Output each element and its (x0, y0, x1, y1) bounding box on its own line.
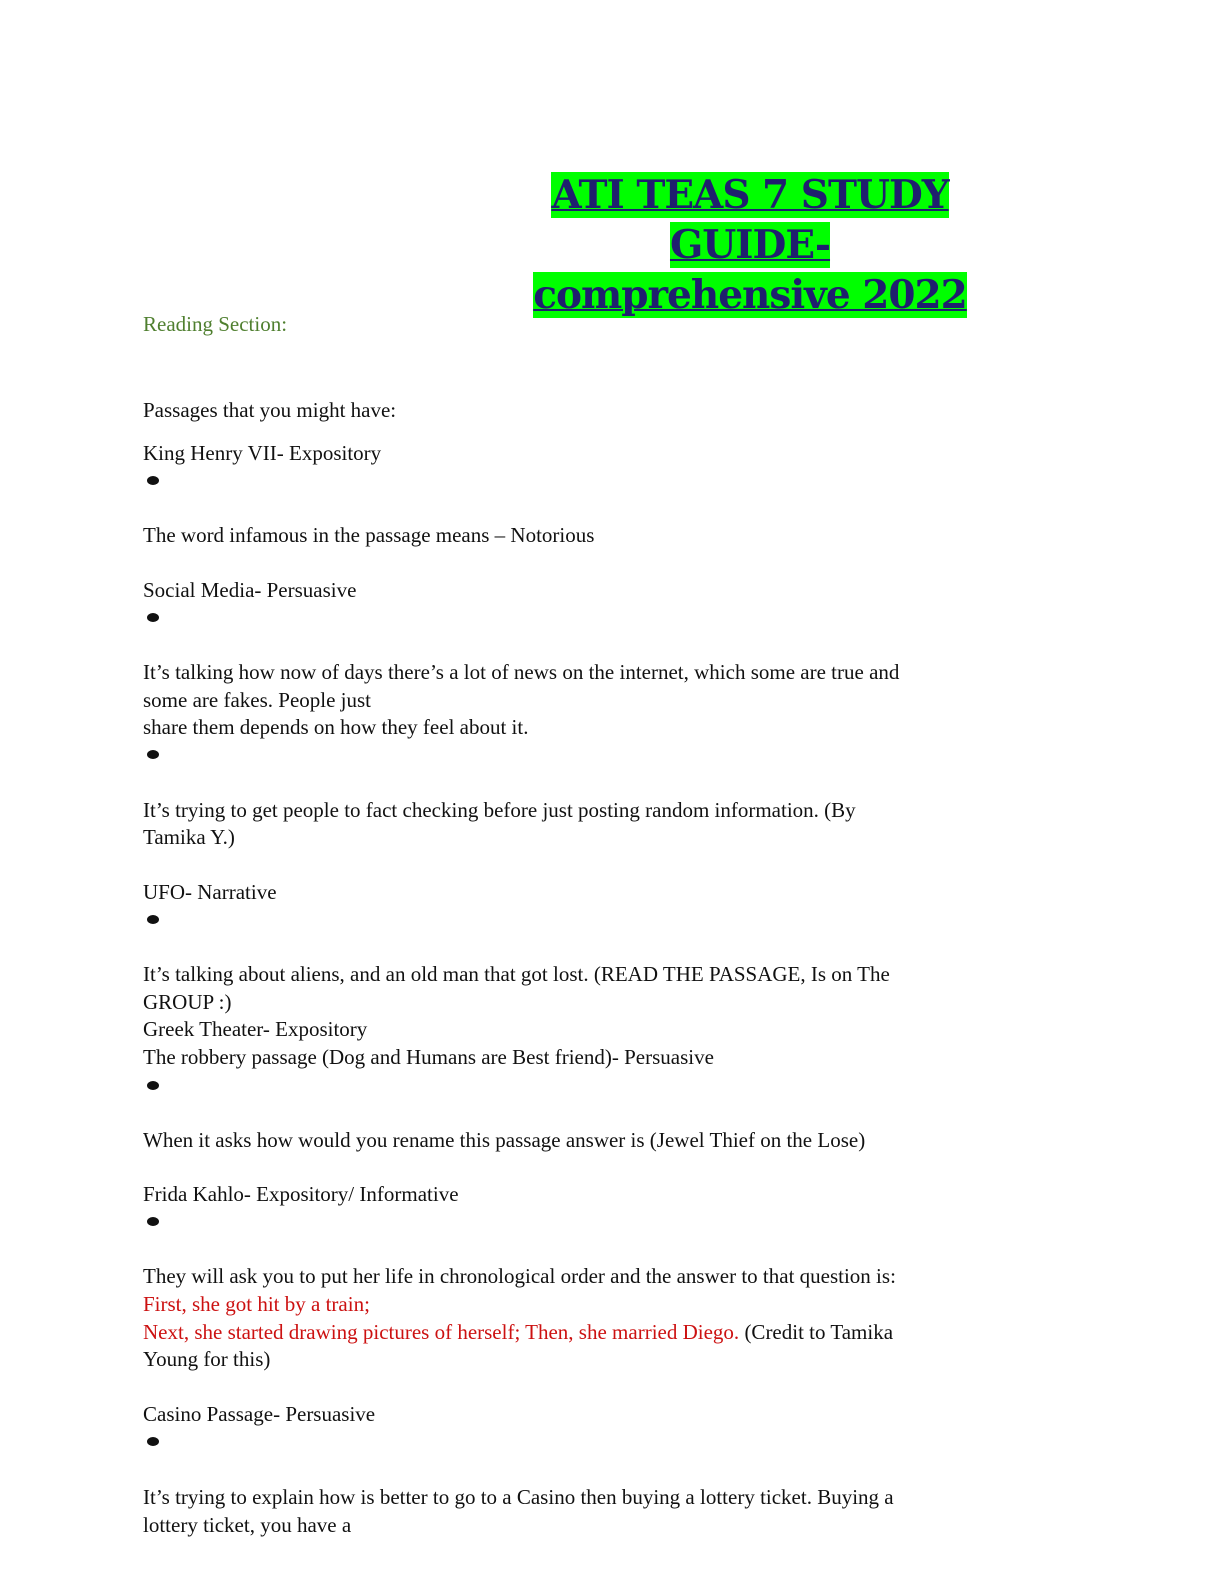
text-line: When it asks how would you rename this passage answer is (Jewel Thief on the Lose) (143, 1128, 866, 1152)
text-line (143, 1318, 893, 1346)
passage-heading: UFO- Narrative (143, 880, 277, 904)
bullet-icon (147, 750, 159, 759)
bullet-icon (147, 1437, 159, 1446)
bullet-icon (147, 915, 159, 924)
passage-heading: Social Media- Persuasive (143, 578, 357, 602)
text-line: It’s trying to get people to fact checking before just posting random information. (By (143, 798, 856, 822)
text-line: It’s talking how now of days there’s a lot of news on the internet, which some are true and (143, 660, 900, 684)
bullet-icon (147, 1081, 159, 1090)
title-line-1: ATI TEAS 7 STUDY GUIDE- (551, 172, 949, 268)
passage-heading: Frida Kahlo- Expository/ Informative (143, 1182, 459, 1206)
bullet-icon (147, 476, 159, 485)
text-line: Passages that you might have: (143, 398, 397, 422)
passage-heading: King Henry VII- Expository (143, 441, 382, 465)
text-line: Tamika Y.) (143, 825, 235, 849)
title-line-2: comprehensive 2022 (533, 272, 967, 318)
passage-heading: The robbery passage (Dog and Humans are Best friend)- Persuasive (143, 1045, 714, 1069)
text-line: It’s talking about aliens, and an old man that got lost. (READ THE PASSAGE, Is on The (143, 962, 890, 986)
document-title (490, 170, 1010, 320)
text-line: share them depends on how they feel about it. (143, 715, 529, 739)
section-heading: Reading Section: (143, 312, 288, 336)
passage-heading: Greek Theater- Expository (143, 1017, 368, 1041)
text-line: The word infamous in the passage means – Notorious (143, 523, 595, 547)
text-line: They will ask you to put her life in chronological order and the answer to that question is: (143, 1264, 896, 1288)
text-line: lottery ticket, you have a (143, 1513, 352, 1537)
bullet-icon (147, 613, 159, 622)
passage-heading: Casino Passage- Persuasive (143, 1402, 376, 1426)
bullet-icon (147, 1217, 159, 1226)
highlighted-answer-text: Next, she started drawing pictures of herself; Then, she married Diego. (143, 1320, 740, 1344)
text-line: some are fakes. People just (143, 688, 372, 712)
text-line: Young for this) (143, 1347, 271, 1371)
text-line: GROUP :) (143, 990, 232, 1014)
text-line: It’s trying to explain how is better to go to a Casino then buying a lottery ticket. Buying a (143, 1485, 894, 1509)
credit-text: (Credit to Tamika (739, 1320, 894, 1344)
highlighted-answer-line: First, she got hit by a train; (143, 1292, 370, 1316)
